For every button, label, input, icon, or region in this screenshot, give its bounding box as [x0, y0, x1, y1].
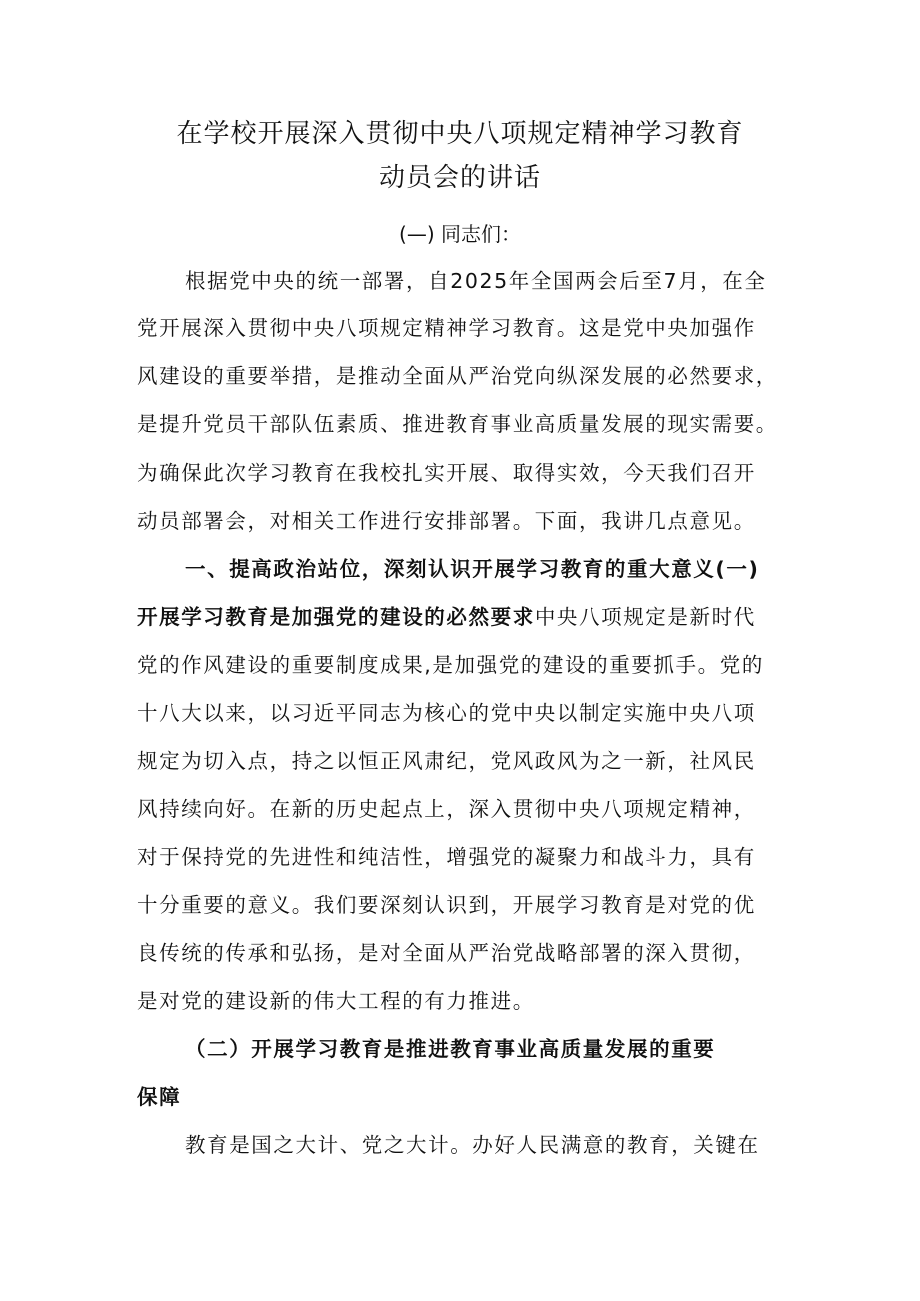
paragraph-line: 根据党中央的统一部署，自2025年全国两会后至7月，在全 — [185, 269, 767, 293]
document-title-line-2: 动员会的讲话 — [378, 163, 541, 193]
paragraph-line-mixed — [137, 602, 756, 632]
paragraph-line: 对于保持党的先进性和纯洁性，增强党的凝聚力和战斗力，具有 — [137, 845, 756, 869]
paragraph-line: 是对党的建设新的伟大工程的有力推进。 — [137, 989, 535, 1013]
subsection-heading: （二）开展学习教育是推进教育事业高质量发展的重要 — [185, 1037, 716, 1061]
subsection-heading: 开展学习教育是加强党的建设的必然要求 — [137, 605, 535, 629]
paragraph-line: 规定为切入点，持之以恒正风肃纪，党风政风为之一新，社风民 — [137, 749, 756, 773]
paragraph-line: 动员部署会，对相关工作进行安排部署。下面，我讲几点意见。 — [137, 509, 756, 533]
paragraph-line: 十分重要的意义。我们要深刻认识到，开展学习教育是对党的优 — [137, 893, 756, 917]
paragraph-line: 是提升党员干部队伍素质、推进教育事业高质量发展的现实需要。 — [137, 412, 778, 436]
section-heading: 一、提高政治站位，深刻认识开展学习教育的重大意义(一) — [185, 557, 760, 581]
document-title-line-1: 在学校开展深入贯彻中央八项规定精神学习教育 — [176, 119, 744, 149]
paragraph-line: 教育是国之大计、党之大计。办好人民满意的教育，关键在 — [185, 1133, 760, 1157]
subsection-heading-cont: 保障 — [137, 1085, 182, 1109]
paragraph-line: 风建设的重要举措，是推动全面从严治党向纵深发展的必然要求， — [137, 364, 778, 388]
paragraph-line: 十八大以来，以习近平同志为核心的党中央以制定实施中央八项 — [137, 701, 756, 725]
paragraph-line: 良传统的传承和弘扬，是对全面从严治党战略部署的深入贯彻， — [137, 941, 756, 965]
paragraph-line: 为确保此次学习教育在我校扎实开展、取得实效，今天我们召开 — [137, 461, 756, 485]
paragraph-line: 党开展深入贯彻中央八项规定精神学习教育。这是党中央加强作 — [137, 316, 756, 340]
salutation: (—) 同志们： — [399, 222, 521, 246]
paragraph-line: 党的作风建设的重要制度成果,是加强党的建设的重要抓手。党的 — [137, 653, 764, 677]
paragraph-line: 风持续向好。在新的历史起点上，深入贯彻中央八项规定精神， — [137, 797, 756, 821]
paragraph-text: 中央八项规定是新时代 — [534, 605, 756, 629]
